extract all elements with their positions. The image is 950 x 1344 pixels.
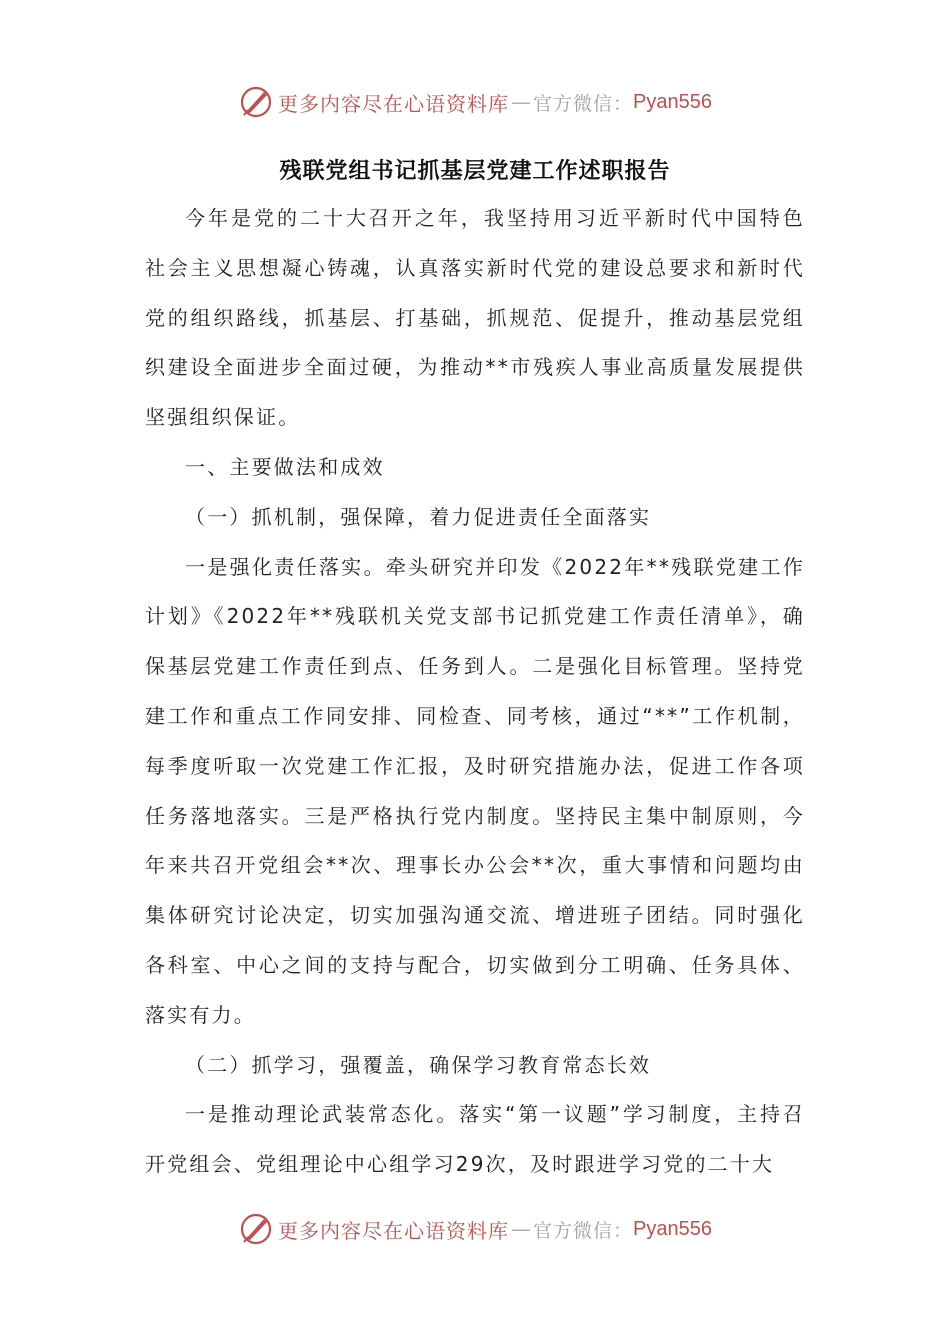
subsection-heading-1: （一）抓机制，强保障，着力促进责任全面落实 bbox=[185, 504, 652, 529]
subsection-heading-2: （二）抓学习，强覆盖，确保学习教育常态长效 bbox=[185, 1052, 652, 1077]
watermark-wechat-id: Pyan556 bbox=[633, 1217, 712, 1240]
watermark-separator: — bbox=[511, 90, 531, 114]
subsection-body-1: 一是强化责任落实。牵头研究并印发《2022年**残联党建工作计划》《2022年**残联机关党支部书记抓党建工作责任清单》，确保基层党建工作责任到点、任务到人。二是强化目标管理。坚持党建工作和重点工作同安排、同检查、同考核，通过“**”工作机制，每季度听取一次党建工作汇报，及时研究措施办法，促进工作各项任务落地落实。三是严格执行党内制度。坚持民主集中制原则，今年来共召开党组会**次、理事长办公会**次，重大事情和问题均由集体研究讨论决定，切实加强沟通交流、增进班子团结。同时强化各科室、中心之间的支持与配合，切实做到分工明确、任务具体、落实有力。 bbox=[145, 554, 805, 1027]
watermark-official: 官方微信： bbox=[533, 1219, 634, 1242]
watermark-footer bbox=[0, 1209, 950, 1249]
section-heading-1: 一、主要做法和成效 bbox=[185, 454, 385, 479]
quill-logo-icon bbox=[238, 84, 274, 120]
watermark-brand: 更多内容尽在心语资料库 bbox=[278, 91, 509, 116]
document-title: 残联党组书记抓基层党建工作述职报告 bbox=[279, 158, 671, 184]
watermark-wechat-id: Pyan556 bbox=[633, 90, 712, 113]
watermark-header bbox=[0, 82, 950, 122]
quill-logo-icon bbox=[238, 1211, 274, 1247]
watermark-official: 官方微信： bbox=[533, 92, 634, 115]
watermark-brand: 更多内容尽在心语资料库 bbox=[278, 1218, 509, 1243]
document-body bbox=[145, 148, 805, 1190]
watermark-separator: — bbox=[511, 1217, 531, 1241]
subsection-body-2: 一是推动理论武装常态化。落实“第一议题”学习制度，主持召开党组会、党组理论中心组学习29次，及时跟进学习党的二十大 bbox=[145, 1102, 805, 1177]
intro-paragraph: 今年是党的二十大召开之年，我坚持用习近平新时代中国特色社会主义思想凝心铸魂，认真落实新时代党的建设总要求和新时代党的组织路线，抓基层、打基础，抓规范、促提升，推动基层党组织建设全面进步全面过硬，为推动**市残疾人事业高质量发展提供坚强组织保证。 bbox=[145, 206, 805, 430]
